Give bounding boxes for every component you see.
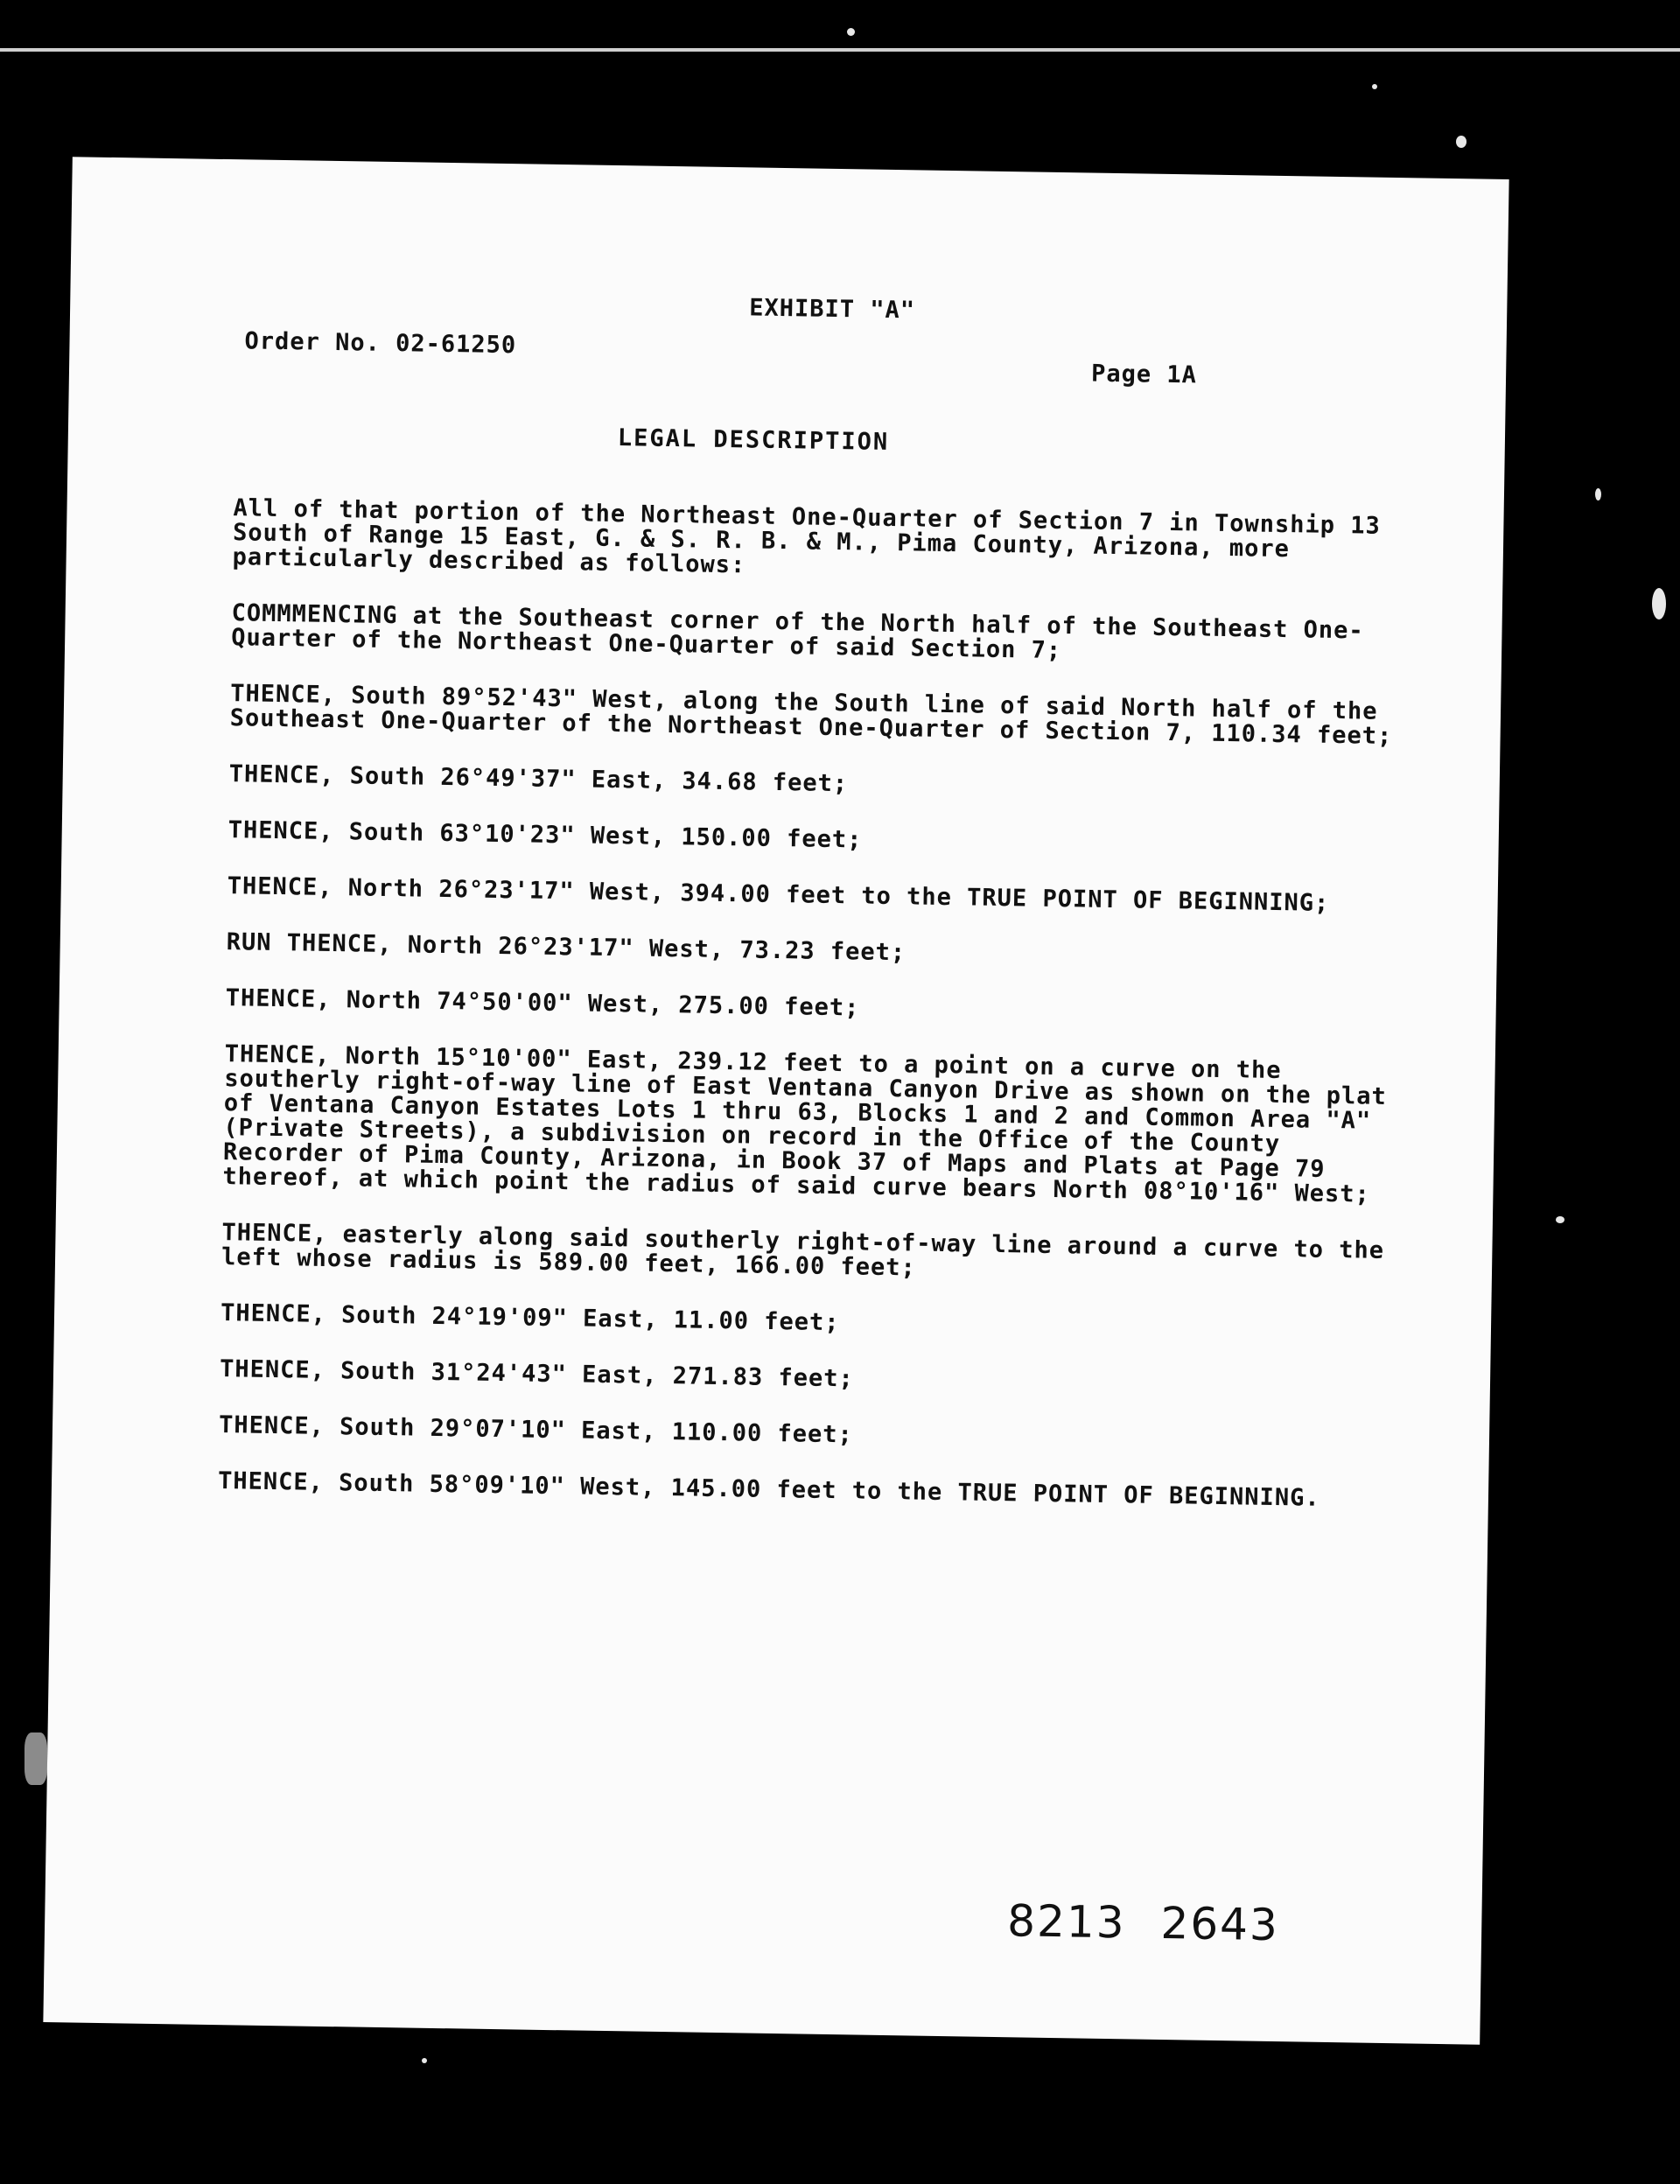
scan-speck <box>1556 1216 1564 1223</box>
paragraph: THENCE, South 29°07'10" East, 110.00 feet; <box>218 1411 853 1449</box>
paragraph: THENCE, North 74°50'00" West, 275.00 feet; <box>225 984 860 1022</box>
scan-speck <box>1456 136 1466 148</box>
paragraph: THENCE, South 58°09'10" West, 145.00 feet to the TRUE POINT OF BEGINNING. <box>217 1467 1320 1512</box>
page-label: Page 1A <box>1090 360 1198 389</box>
recording-number-page: 2643 <box>1160 1898 1280 1951</box>
paragraph: THENCE, South 31°24'43" East, 271.83 feet; <box>219 1355 854 1393</box>
exhibit-title: EXHIBIT "A" <box>748 294 916 325</box>
paragraph: THENCE, South 89°52'43" West, along the South line of said North half of the Southeast One-Quarter of the Northeast One-Quarter of Section 7, 110.34 feet; <box>229 680 1393 751</box>
scan-speck <box>422 2058 427 2063</box>
paragraph: THENCE, South 26°49'37" East, 34.68 feet; <box>228 760 849 798</box>
paragraph: THENCE, North 15°10'00" East, 239.12 feet to a point on a curve on the southerly right-of-way line of East Ventana Canyon Drive as shown on the plat of Ventana Canyon Estates Lots 1 thru 63, Blocks 1 and 2 and Common Area "A" (Private Streets), a subdivision on record in the Office of the County Recorder of Pima County, Arizona, in Book 37 of Maps and Plats at Page 79 thereof, at which point the radius of said curve bears North 08°10'16" West; <box>222 1040 1388 1208</box>
scan-edge-line <box>0 48 1680 52</box>
recording-number-docket: 8213 <box>1006 1895 1126 1949</box>
recording-number <box>1007 1895 1314 1950</box>
order-number: Order No. 02-61250 <box>244 327 517 360</box>
paragraph: THENCE, North 26°23'17" West, 394.00 feet to the TRUE POINT OF BEGINNING; <box>227 872 1330 917</box>
scan-speck <box>847 28 855 36</box>
scan-speck <box>1652 588 1666 620</box>
paragraph: THENCE, easterly along said southerly right-of-way line around a curve to the left whose radius is 589.00 feet, 166.00 feet; <box>220 1219 1385 1282</box>
section-title: LEGAL DESCRIPTION <box>617 424 890 456</box>
paragraph: All of that portion of the Northeast One-Quarter of Section 7 in Township 13 South of Range 15 East, G. & S. R. B. & M., Pima County, Arizona, more particularly described as follows: <box>232 494 1382 579</box>
document-page <box>43 157 1508 2045</box>
scan-speck <box>24 1732 47 1785</box>
paragraph: RUN THENCE, North 26°23'17" West, 73.23 feet; <box>226 928 906 967</box>
legal-description-body <box>217 496 1405 1544</box>
paragraph: THENCE, South 63°10'23" West, 150.00 feet; <box>228 816 863 854</box>
scan-speck <box>1595 488 1601 500</box>
paragraph: THENCE, South 24°19'09" East, 11.00 feet; <box>220 1299 840 1337</box>
scan-speck <box>1372 84 1377 89</box>
paragraph: COMMMENCING at the Southeast corner of the North half of the Southeast One-Quarter of the Northeast One-Quarter of said Section 7; <box>230 599 1364 665</box>
